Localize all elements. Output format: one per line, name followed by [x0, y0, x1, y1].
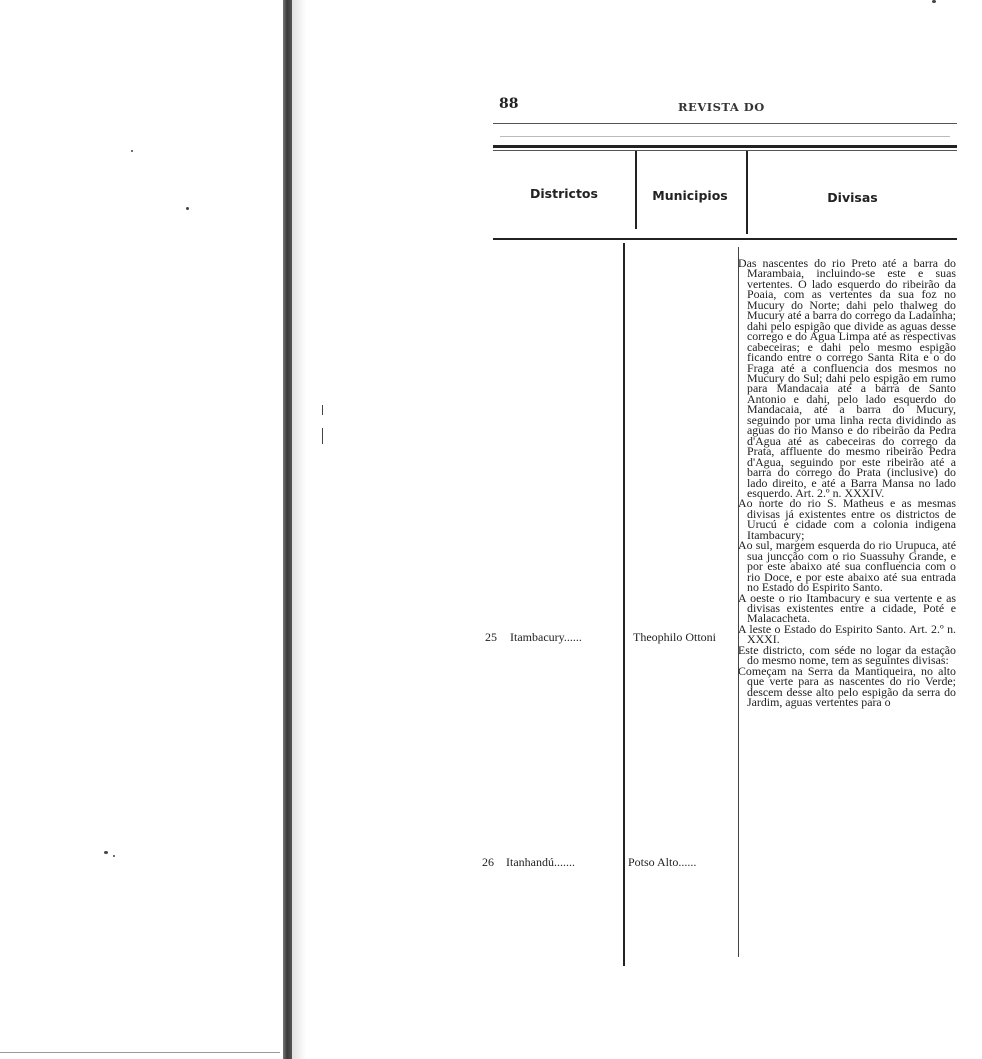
row-26-district-leader: ....... — [553, 855, 575, 869]
row-26-number: 26 — [482, 855, 494, 869]
row-25-municipality: Theophilo Ottoni — [633, 630, 716, 644]
header-municipios: Municipios — [652, 188, 728, 203]
row-25-district-leader: ...... — [563, 630, 582, 644]
book-gutter — [283, 0, 292, 1059]
left-page-edge — [0, 1052, 280, 1053]
row-25-district — [510, 631, 582, 644]
table-top-rule — [493, 145, 957, 148]
scan-speck — [322, 428, 323, 444]
scan-speck — [932, 0, 936, 3]
divisas-paragraph: Das nascentes do rio Preto até a barra do Marambaia, incluindo-se este e suas vertentes. O lado esquerdo do ribeirão da Poaia, com as vertentes da sua foz no Mucury do Norte; dahi pelo thalweg do Mucury até a barra do corrego da Ladainha; dahi pelo espigão que divide as aguas desse corrego e do Agua Limpa até as respectivas cabeceiras; e dahi pelo mesmo espigão ficando entre o corrego Santa Rita e o do Fraga até a confluencia dos mesmos no Mucury do Sul; dahi pelo espigão em rumo para Mandacaia até a barra de Santo Antonio e dahi, pelo lado esquerdo do Mandacaia, até a barra do Mucury, seguindo por uma linha recta dividindo as aguas do rio Manso e do ribeirão da Pedra d'Agua até as cabeceiras do corrego da Prata, affluente do mesmo ribeirão Pedra d'Agua, seguindo por este ribeirão até a barra do corrego do Prata (inclusive) do lado direito, e até a Barra Mansa no lado esquerdo. Art. 2.º n. XXXIV. — [738, 256, 956, 500]
scan-speck — [113, 855, 115, 857]
row-25-number: 25 — [485, 630, 497, 644]
row-25-district-name: Itambacury — [510, 630, 564, 644]
scan-speck — [104, 851, 108, 854]
column-divider-1-body — [623, 243, 625, 966]
row-26-municipality: Potso Alto...... — [628, 855, 697, 869]
table-top-rule-thin — [493, 150, 957, 151]
divisas-paragraph: A oeste o rio Itambacury e sua vertente e as divisas existentes entre a cidade, Poté e Malacacheta. — [738, 590, 956, 626]
scan-speck — [322, 405, 323, 415]
header-rule-faint — [500, 136, 950, 137]
row-26-district-name: Itanhandú — [506, 855, 554, 869]
divisas-paragraph: Começam na Serra da Mantiqueira, no alto que verte para as nascentes do rio Verde; descem desse alto pelo espigão da serra do Jardim, aguas vertentes para o — [738, 663, 956, 710]
column-divider-2 — [746, 151, 748, 234]
divisas-column — [738, 256, 956, 710]
divisas-paragraph: A leste o Estado do Espirito Santo. Art. 2.º n. XXXI. — [738, 621, 956, 647]
running-head: REVISTA DO — [678, 100, 765, 114]
divisas-paragraph: Este districto, com séde no logar da estação do mesmo nome, tem as seguintes divisas: — [738, 642, 956, 668]
divisas-paragraph: Ao sul, margem esquerda do rio Urupuca, até sua juncção com o rio Suassuhy Grande, e por este abaixo até sua confluencia com o rio Doce, e por este abaixo até sua entrada no Estado do Espirito Santo. — [738, 538, 956, 595]
column-divider-1 — [635, 151, 637, 229]
header-rule-thin — [493, 123, 957, 124]
scan-speck — [186, 207, 189, 210]
scan-speck — [131, 150, 133, 152]
table-header-bottom-rule — [493, 238, 957, 240]
header-districtos: Districtos — [530, 186, 598, 201]
divisas-paragraph: Ao norte do rio S. Matheus e as mesmas divisas já existentes entre os districtos de Urucú e cidade com a colonia indigena Itambacury; — [738, 496, 956, 542]
header-divisas: Divisas — [827, 190, 878, 205]
gutter-shadow — [292, 0, 306, 1059]
row-26-district — [506, 856, 575, 869]
page-number: 88 — [499, 96, 519, 112]
